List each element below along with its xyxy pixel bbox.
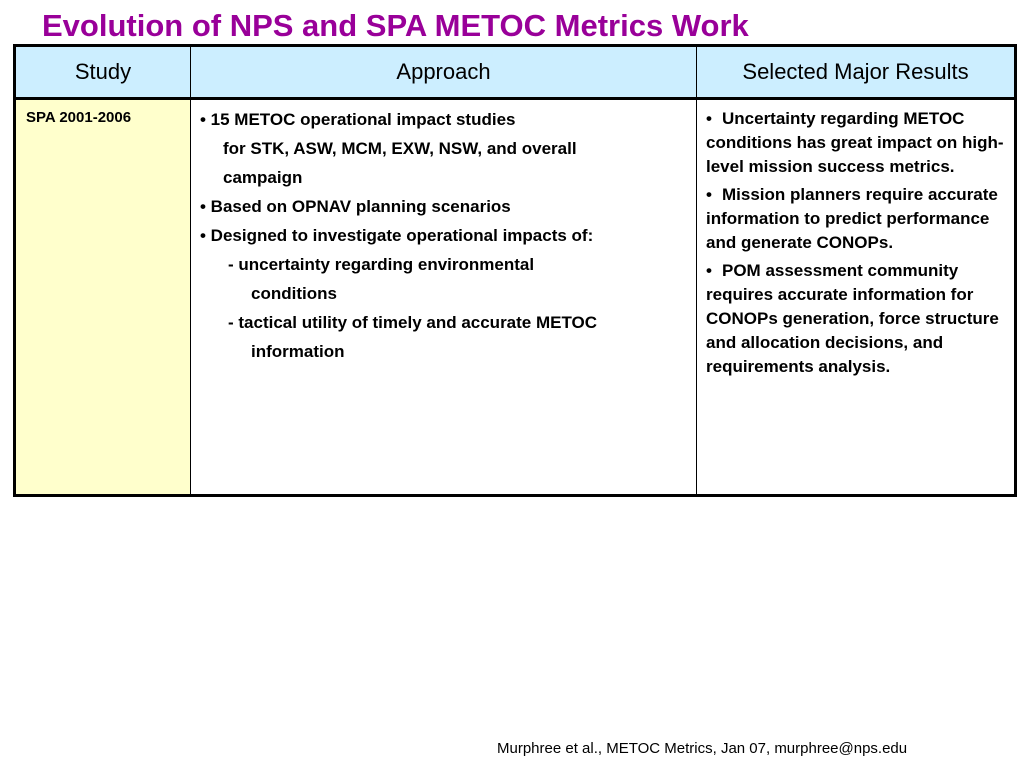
footer-citation: Murphree et al., METOC Metrics, Jan 07, murphree@nps.edu: [497, 740, 908, 757]
result-item: [706, 183, 1006, 255]
approach-line: • Based on OPNAV planning scenarios: [200, 197, 511, 216]
approach-line: conditions: [251, 284, 337, 303]
slide-title: Evolution of NPS and SPA METOC Metrics Work: [42, 8, 749, 43]
bullet-icon: •: [706, 261, 712, 280]
bullet-icon: •: [706, 185, 712, 204]
result-text: Uncertainty regarding METOC conditions has great impact on high-level mission success metrics.: [706, 109, 1004, 176]
result-item: [706, 259, 1006, 379]
approach-line: information: [251, 342, 345, 361]
study-cell: SPA 2001-2006: [15, 99, 191, 496]
table-header-row: [15, 46, 1016, 99]
metrics-table: [13, 44, 1017, 497]
approach-line: for STK, ASW, MCM, EXW, NSW, and overall: [223, 139, 577, 158]
approach-line: - tactical utility of timely and accurate METOC: [228, 313, 598, 332]
header-study: Study: [15, 46, 191, 99]
result-item: [706, 107, 1006, 179]
results-cell: [697, 99, 1016, 496]
table-row: [15, 99, 1016, 496]
bullet-icon: •: [706, 109, 712, 128]
approach-line: campaign: [223, 168, 303, 187]
approach-line: • 15 METOC operational impact studies: [200, 110, 516, 129]
result-text: Mission planners require accurate information to predict performance and generate CONOPs.: [706, 185, 998, 252]
header-results: Selected Major Results: [697, 46, 1016, 99]
header-approach: Approach: [191, 46, 697, 99]
approach-line: - uncertainty regarding environmental: [228, 255, 535, 274]
approach-cell: [191, 99, 697, 496]
approach-line: • Designed to investigate operational impacts of:: [200, 226, 594, 245]
result-text: POM assessment community requires accurate information for CONOPs generation, force structure and allocation decisions, and requirements analysis.: [706, 261, 999, 376]
